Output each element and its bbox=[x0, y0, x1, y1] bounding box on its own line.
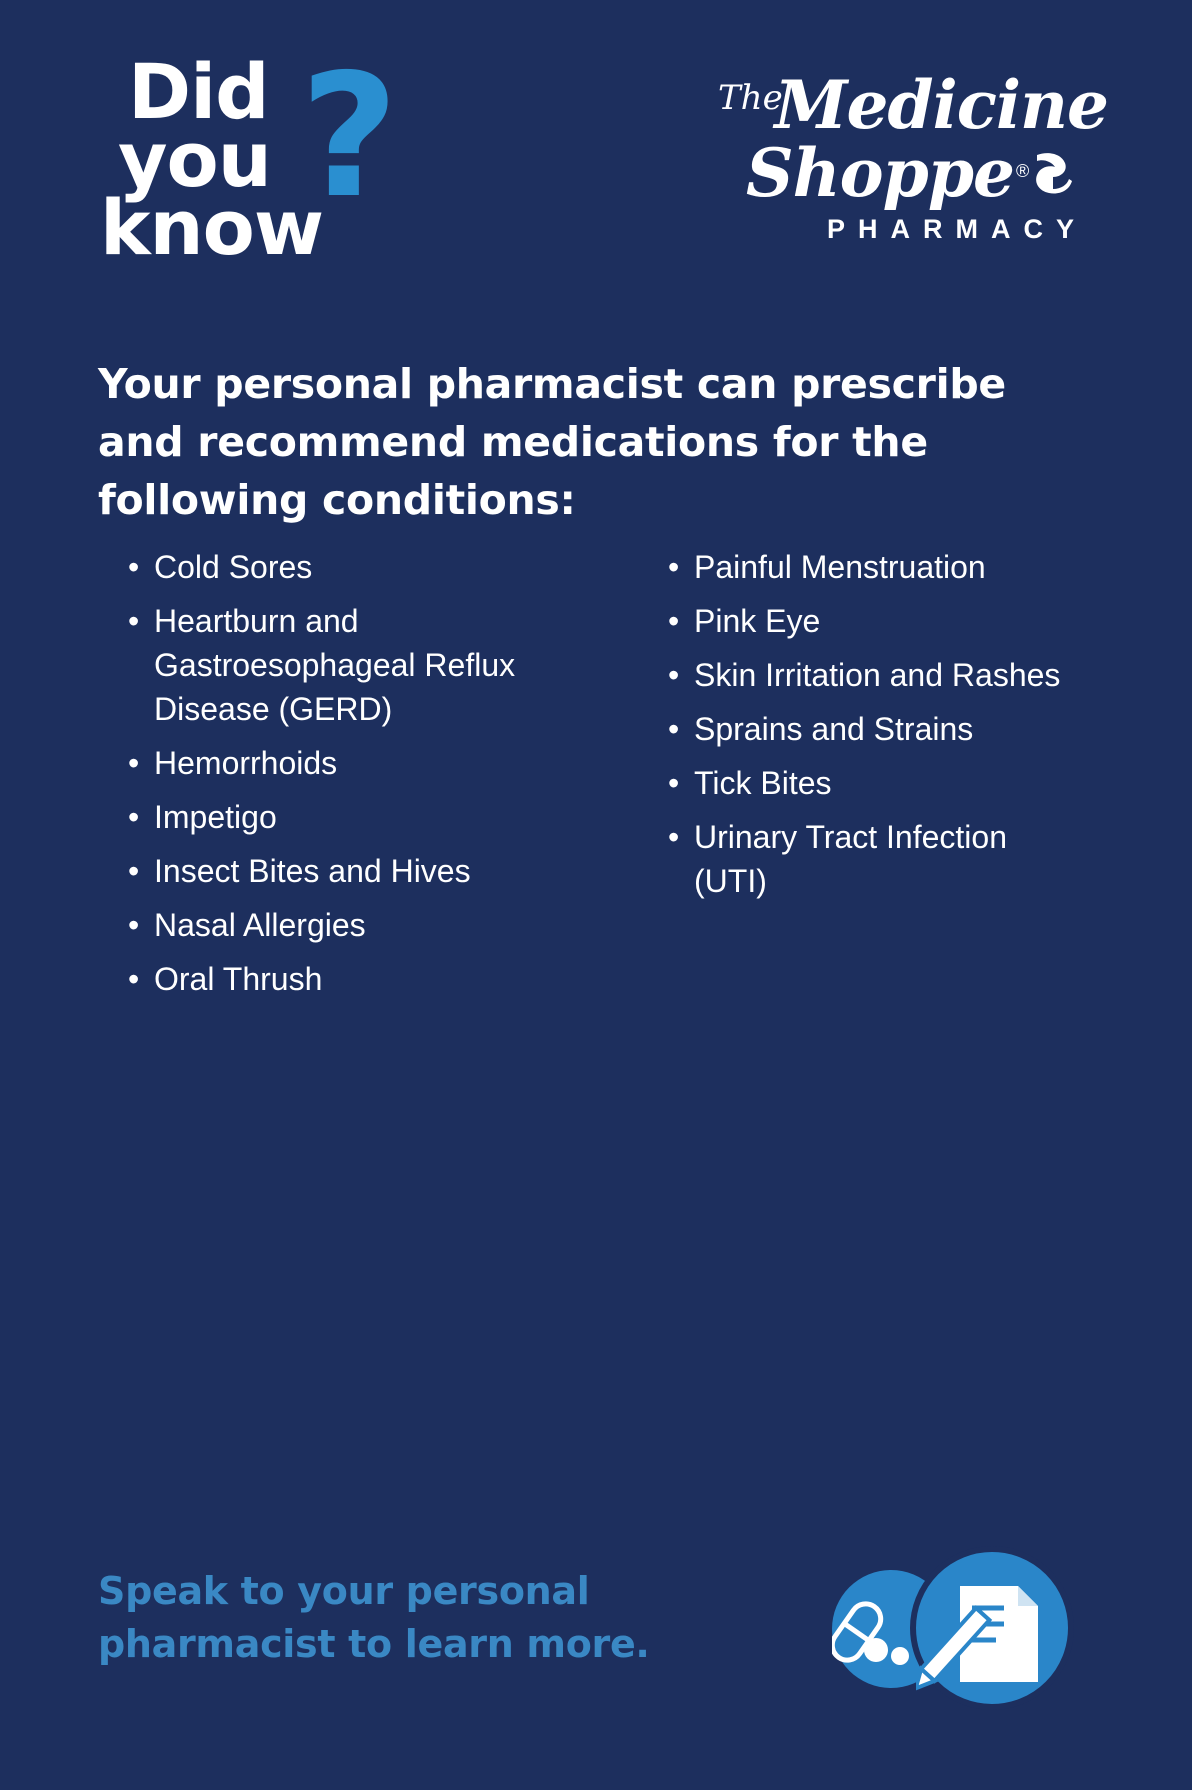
question-mark-icon: ? bbox=[300, 38, 399, 236]
conditions-list-right bbox=[668, 545, 1088, 903]
conditions-right-column bbox=[668, 545, 1088, 1011]
list-item: • Heartburn and Gastroesophageal Reflux Disease (GERD) bbox=[128, 599, 548, 731]
did-you-know-line-2: you bbox=[118, 115, 271, 204]
did-you-know-line-3: know bbox=[100, 183, 324, 272]
medicine-shoppe-logo bbox=[712, 66, 1112, 245]
list-item: • Nasal Allergies bbox=[128, 903, 548, 947]
conditions-left-column bbox=[128, 545, 548, 1011]
logo-shoppe-text: Shoppe bbox=[746, 134, 1014, 212]
did-you-know-line-1: Did bbox=[128, 47, 269, 136]
logo-the-text: The bbox=[718, 78, 783, 118]
list-item: • Skin Irritation and Rashes bbox=[668, 653, 1088, 697]
logo-pharmacy-text: PHARMACY bbox=[826, 214, 1087, 244]
list-item: • Pink Eye bbox=[668, 599, 1088, 643]
poster-header bbox=[0, 0, 1192, 330]
conditions-columns bbox=[128, 545, 1128, 1011]
list-item: • Cold Sores bbox=[128, 545, 548, 589]
prescription-document-icon bbox=[910, 1546, 1074, 1710]
list-item: • Painful Menstruation bbox=[668, 545, 1088, 589]
list-item: • Insect Bites and Hives bbox=[128, 849, 548, 893]
registered-trademark-icon: ® bbox=[1015, 161, 1030, 181]
mortar-and-pestle-icon bbox=[1031, 149, 1073, 202]
footer-icons bbox=[832, 1540, 1082, 1720]
logo-medicine-text: Medicine bbox=[774, 66, 1108, 144]
logo-shoppe-row bbox=[712, 134, 1112, 212]
conditions-list-left bbox=[128, 545, 548, 1001]
list-item: • Sprains and Strains bbox=[668, 707, 1088, 751]
list-item: • Hemorrhoids bbox=[128, 741, 548, 785]
call-to-action-text: Speak to your personal pharmacist to learn more. bbox=[98, 1569, 650, 1666]
list-item: • Urinary Tract Infection (UTI) bbox=[668, 815, 1088, 903]
list-item: • Oral Thrush bbox=[128, 957, 548, 1001]
list-item: • Tick Bites bbox=[668, 761, 1088, 805]
page-title: Your personal pharmacist can prescribe and recommend medications for the following conditions: bbox=[98, 360, 1006, 524]
list-item: • Impetigo bbox=[128, 795, 548, 839]
